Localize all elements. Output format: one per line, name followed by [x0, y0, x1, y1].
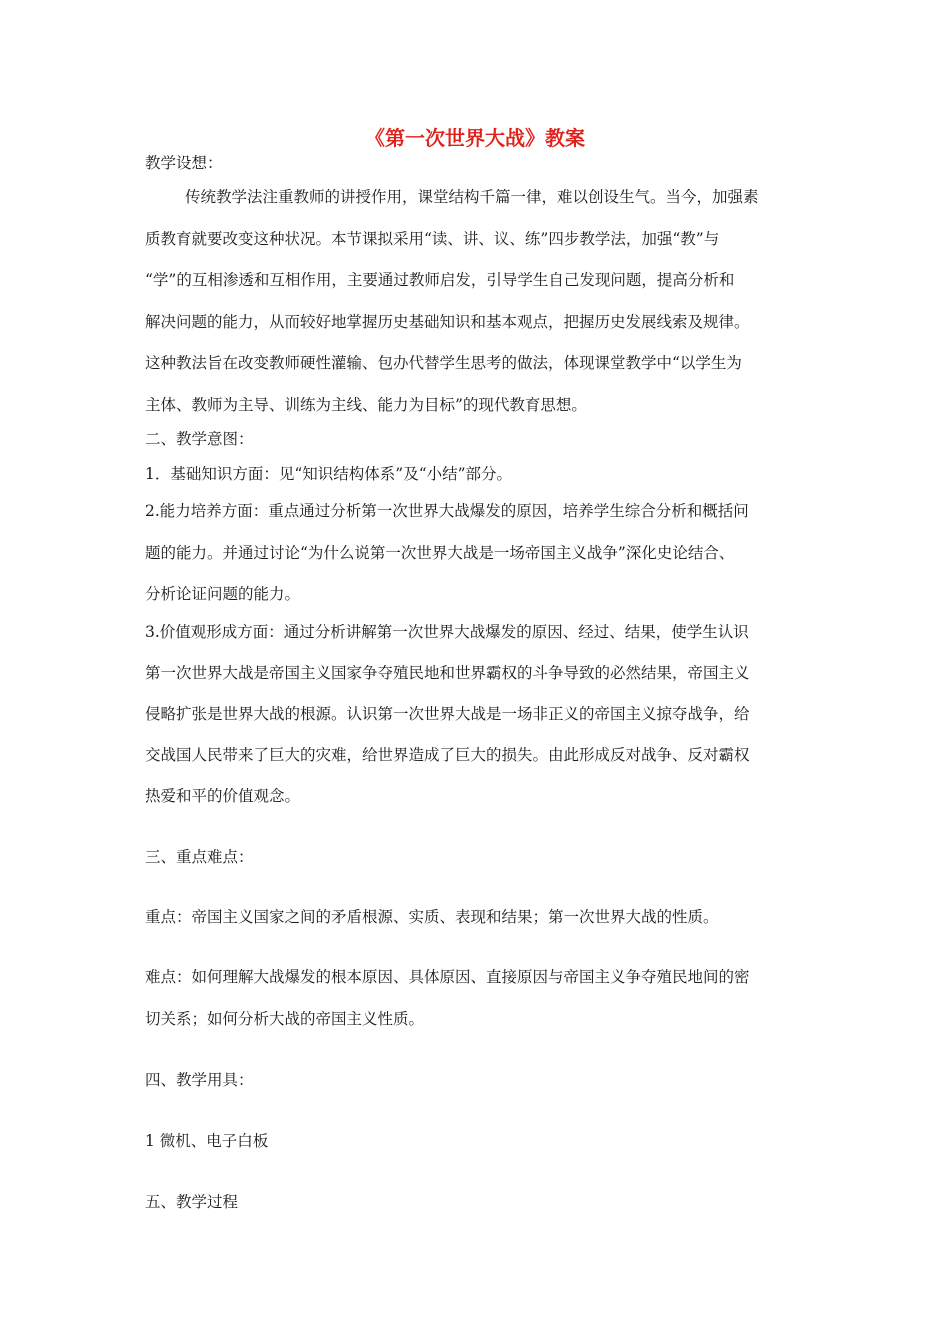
list-item: 3.价值观形成方面：通过分析讲解第一次世界大战爆发的原因、经过、结果，使学生认识: [145, 623, 749, 641]
list-item: 1．基础知识方面：见“知识结构体系”及“小结”部分。: [145, 465, 513, 483]
section-heading-intent: 二、教学意图：: [145, 430, 254, 448]
difficulty-text: 难点：如何理解大战爆发的根本原因、具体原因、直接原因与帝国主义争夺殖民地间的密: [145, 968, 750, 986]
list-item-line: 交战国人民带来了巨大的灾难，给世界造成了巨大的损失。由此形成反对战争、反对霸权: [145, 746, 750, 764]
paragraph-line: 这种教法旨在改变教师硬性灌输、包办代替学生思考的做法，体现课堂教学中“以学生为: [145, 354, 742, 372]
section-heading-design: 教学设想：: [145, 154, 223, 172]
paragraph-line: “学”的互相渗透和互相作用，主要通过教师启发，引导学生自己发现问题，提高分析和: [145, 271, 735, 289]
tools-text: 1 微机、电子白板: [145, 1132, 269, 1150]
difficulty-text-line: 切关系；如何分析大战的帝国主义性质。: [145, 1010, 425, 1028]
paragraph-line: 传统教学法注重教师的讲授作用，课堂结构千篇一律，难以创设生气。当今，加强素: [185, 188, 759, 206]
paragraph-line: 主体、教师为主导、训练为主线、能力为目标”的现代教育思想。: [145, 396, 587, 414]
list-item: 2.能力培养方面：重点通过分析第一次世界大战爆发的原因，培养学生综合分析和概括问: [145, 502, 749, 520]
section-heading-process: 五、教学过程: [145, 1193, 239, 1211]
section-heading-tools: 四、教学用具：: [145, 1071, 254, 1089]
paragraph-line: 解决问题的能力，从而较好地掌握历史基础知识和基本观点，把握历史发展线索及规律。: [145, 313, 750, 331]
list-item-line: 热爱和平的价值观念。: [145, 787, 301, 805]
document-title: 《第一次世界大战》教案: [365, 126, 585, 150]
section-heading-keypoints: 三、重点难点：: [145, 848, 254, 866]
key-point-text: 重点：帝国主义国家之间的矛盾根源、实质、表现和结果；第一次世界大战的性质。: [145, 908, 719, 926]
paragraph-line: 质教育就要改变这种状况。本节课拟采用“读、讲、议、练”四步教学法，加强“教”与: [145, 230, 720, 248]
list-item-line: 题的能力。并通过讨论“为什么说第一次世界大战是一场帝国主义战争”深化史论结合、: [145, 544, 735, 562]
list-item-line: 分析论证问题的能力。: [145, 585, 301, 603]
list-item-line: 第一次世界大战是帝国主义国家争夺殖民地和世界霸权的斗争导致的必然结果，帝国主义: [145, 664, 750, 682]
list-item-line: 侵略扩张是世界大战的根源。认识第一次世界大战是一场非正义的帝国主义掠夺战争，给: [145, 705, 750, 723]
